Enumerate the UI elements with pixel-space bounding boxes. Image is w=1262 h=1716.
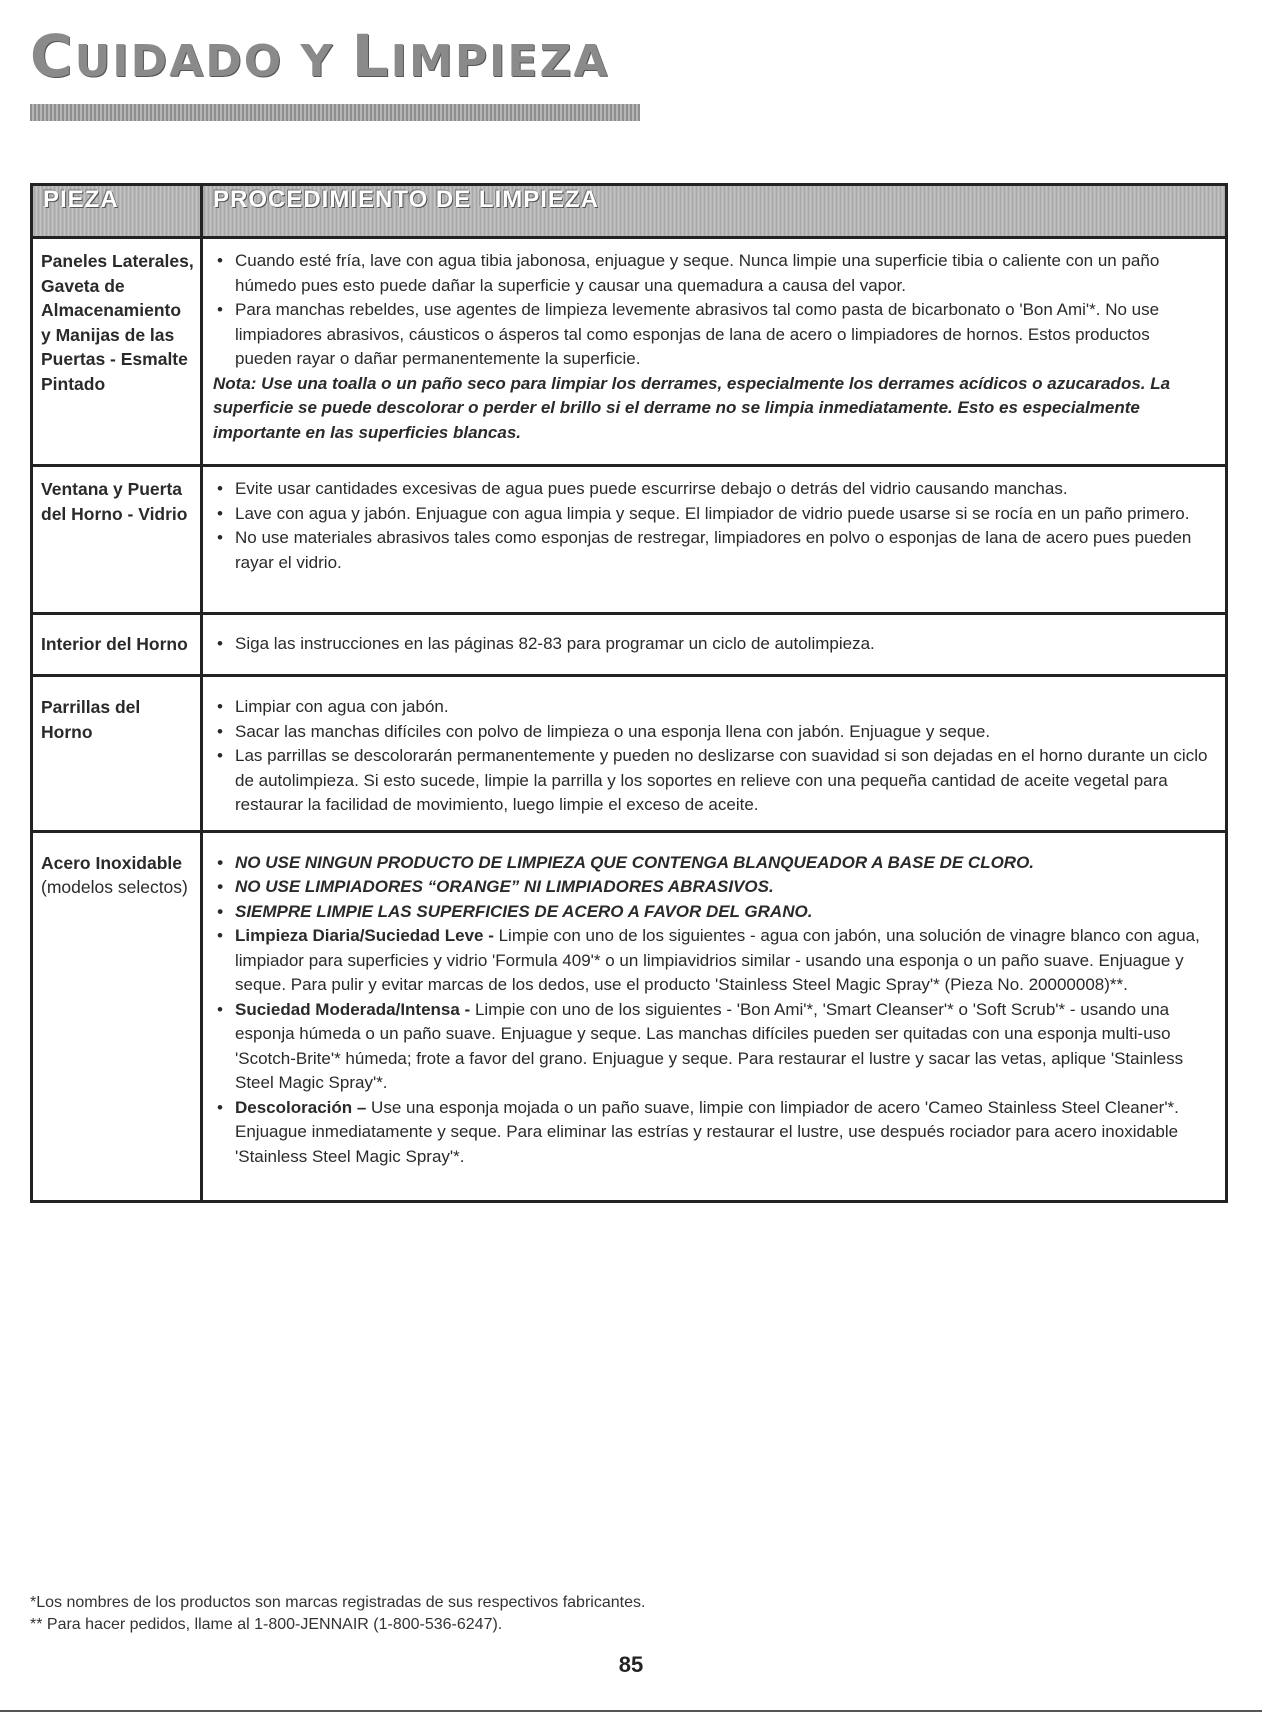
part-line: Interior del Horno <box>41 634 188 654</box>
header-part: PIEZA <box>32 185 202 238</box>
warning-bullet: • SIEMPRE LIMPIE LAS SUPERFICIES DE ACERO A FAVOR DEL GRANO. <box>213 900 1211 925</box>
part-cell <box>32 238 202 466</box>
part-cell <box>32 614 202 676</box>
procedure-bullet: • Evite usar cantidades excesivas de agua pues puede escurrirse debajo o detrás del vidrio causando manchas. <box>213 477 1211 502</box>
part-line: Almacenamiento <box>41 300 182 320</box>
page-title <box>30 22 609 90</box>
procedure-list <box>213 249 1211 372</box>
table-row <box>32 676 1227 832</box>
part-line: Ventana y Puerta <box>41 479 183 499</box>
procedure-cell <box>202 238 1227 466</box>
procedure-bullet <box>213 1096 1211 1170</box>
procedure-bullet: • Limpiar con agua con jabón. <box>213 695 1211 720</box>
page-number: 85 <box>618 1652 644 1677</box>
part-line: Gaveta de <box>41 275 125 296</box>
procedure-bullet <box>213 998 1211 1096</box>
part-line: Horno <box>41 721 93 742</box>
part-cell <box>32 831 202 1201</box>
header-procedure: PROCEDIMIENTO DE LIMPIEZA <box>202 185 1227 238</box>
procedure-list <box>213 632 1211 657</box>
warning-bullet: • NO USE NINGUN PRODUCTO DE LIMPIEZA QUE CONTENGA BLANQUEADOR A BASE DE CLORO. <box>213 851 1211 876</box>
part-line: Acero Inoxidable <box>41 852 183 873</box>
table-row <box>32 466 1227 614</box>
procedure-cell <box>202 676 1227 832</box>
procedure-bullet <box>213 924 1211 998</box>
bullet-text: Limpie con uno de los siguientes - 'Bon Ami'*, 'Smart Cleanser'* o 'Soft Scrub'* - usando una esponja húmeda o un paño suave. Enjuague y seque. Las manchas difíciles pueden ser quitadas con una esponja multi-uso 'Scotch-Brite'* húmeda; frote a favor del grano. Enjuague y seque. Para restaurar el lustre y sacar las vetas, aplique 'Stainless Steel Magic Spray'*. <box>235 999 1184 1092</box>
title-initial-2: L <box>351 22 391 90</box>
procedure-cell <box>202 466 1227 614</box>
table-row <box>32 238 1227 466</box>
footnotes <box>30 1592 645 1636</box>
title-word-2: Y <box>300 36 352 87</box>
procedure-bullet: • No use materiales abrasivos tales como esponjas de restregar, limpiadores en polvo o esponjas de lana de acero pues pueden rayar el vidrio. <box>213 526 1211 575</box>
procedure-bullet: • Sacar las manchas difíciles con polvo de limpieza o una esponja llena con jabón. Enjuague y seque. <box>213 720 1211 745</box>
part-line: Puertas - Esmalte <box>41 349 188 369</box>
bullet-text: Use una esponja mojada o un paño suave, limpie con limpiador de acero 'Cameo Stainless Steel Cleaner'*. Enjuague inmediatamente y seque. Para eliminar las estrías y restaurar el lustre, use después rociador para acero inoxidable 'Stainless Steel Magic Spray'*. <box>235 1097 1179 1166</box>
part-line: Parrillas del <box>41 697 141 717</box>
bullet-lead: Limpieza Diaria/Suciedad Leve - <box>235 926 494 945</box>
part-cell <box>32 466 202 614</box>
table-row <box>32 614 1227 676</box>
part-line: y Manijas de las <box>41 324 175 345</box>
part-subtitle: (modelos selectos) <box>41 877 188 897</box>
procedure-note: Nota: Use una toalla o un paño seco para limpiar los derrames, especialmente los derrames acídicos o azucarados. La superficie se puede descolorar o perder el brillo si el derrame no se limpia inmediatamente. Esto es especialmente importante en las superficies blancas. <box>213 373 1171 442</box>
procedure-bullet: • Para manchas rebeldes, use agentes de limpieza levemente abrasivos tal como pasta de bicarbonato o 'Bon Ami'*. No use limpiadores abrasivos, cáusticos o ásperos tal como esponjas de lana de acero o limpiadores de hornos. Estos productos pueden rayar o dañar permanentemente la superficie. <box>213 298 1211 372</box>
title-word-1: UIDADO <box>74 36 301 87</box>
footnote: *Los nombres de los productos son marcas registradas de sus respectivos fabricantes. <box>30 1594 646 1611</box>
title-underline <box>30 104 640 121</box>
bullet-lead: Descoloración – <box>235 1097 367 1117</box>
part-line: del Horno - Vidrio <box>41 503 188 524</box>
procedure-bullet: • Las parrillas se descolorarán permanentemente y pueden no deslizarse con suavidad si son dejadas en el horno durante un ciclo de autolimpieza. Si esto sucede, limpie la parrilla y los soportes en relieve con una pequeña cantidad de aceite vegetal para restaurar la facilidad de movimiento, luego limpie el exceso de aceite. <box>213 744 1211 818</box>
procedure-list <box>213 477 1211 575</box>
part-cell <box>32 676 202 832</box>
warning-bullet: • NO USE LIMPIADORES “ORANGE” NI LIMPIADORES ABRASIVOS. <box>213 875 1211 900</box>
title-word-3: IMPIEZA <box>390 36 610 87</box>
part-line: Paneles Laterales, <box>41 251 194 271</box>
bullet-lead: Suciedad Moderada/Intensa - <box>235 999 471 1019</box>
table-row <box>32 831 1227 1201</box>
table-header-row <box>32 185 1227 238</box>
procedure-list <box>213 851 1211 1170</box>
title-initial-1: C <box>30 22 75 90</box>
procedure-bullet: • Cuando esté fría, lave con agua tibia jabonosa, enjuague y seque. Nunca limpie una superficie tibia o caliente con un paño húmedo pues esto puede dañar la superficie y causar una quemadura a causa del vapor. <box>213 249 1211 298</box>
procedure-cell <box>202 614 1227 676</box>
procedure-cell <box>202 831 1227 1201</box>
procedure-list <box>213 695 1211 818</box>
part-line: Pintado <box>41 373 106 394</box>
cleaning-table <box>30 183 1228 1203</box>
procedure-bullet: • Siga las instrucciones en las páginas 82-83 para programar un ciclo de autolimpieza. <box>213 632 1211 657</box>
bullet-text: Limpie con uno de los siguientes - agua con jabón, una solución de vinagre blanco con agua, limpiador para superficies y vidrio 'Formula 409'* o un limpiavidrios similar - usando una esponja o un paño suave. Enjuague y seque. Para pulir y evitar marcas de los dedos, use el producto 'Stainless Steel Magic Spray'* (Pieza No. 20000008)**. <box>235 926 1200 994</box>
procedure-bullet: • Lave con agua y jabón. Enjuague con agua limpia y seque. El limpiador de vidrio puede usarse si se rocía en un paño primero. <box>213 502 1211 527</box>
footnote: ** Para hacer pedidos, llame al 1-800-JENNAIR (1-800-536-6247). <box>30 1616 503 1633</box>
bottom-rule <box>0 1710 1262 1712</box>
